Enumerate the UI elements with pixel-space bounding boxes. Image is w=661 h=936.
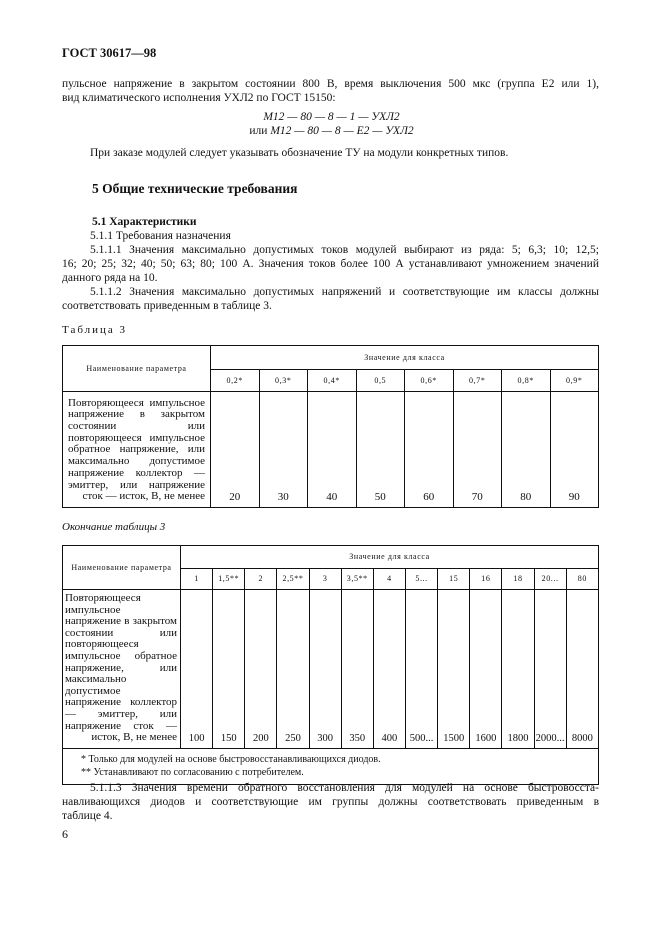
class-header-cell: 2 [245,569,277,590]
subsection-title: 5.1 Характеристики [92,216,197,228]
designation-line-1: М12 — 80 — 8 — 1 — УХЛ2 [263,111,400,123]
value-cell: 300 [309,590,341,749]
value-cell: 80 [502,392,551,508]
class-value-header: Значение для класса [211,346,599,370]
class-header-cell: 20... [534,569,566,590]
class-header-cell: 0,2* [211,370,260,392]
designation-line-2 [0,124,661,138]
value-cell: 50 [356,392,405,508]
order-note: При заказе модулей следует указывать обозначение ТУ на модули конкретных типов. [90,147,509,159]
class-header-cell: 15 [438,569,470,590]
value-cell: 30 [259,392,308,508]
value-cell: 8000 [566,590,598,749]
table-3-caption: Таблица 3 [62,324,128,336]
value-cell: 100 [181,590,213,749]
value-cell: 70 [453,392,502,508]
class-header-cell: 0,6* [405,370,454,392]
intro-line-2: вид климатического исполнения УХЛ2 по ГОСТ 15150: [62,92,336,104]
p5113-line-3: таблице 4. [62,810,113,822]
class-header-cell: 0,4* [308,370,357,392]
class-header-cell: 80 [566,569,598,590]
class-header-cell: 0,5 [356,370,405,392]
value-cell: 1600 [470,590,502,749]
param-name-header: Наименование параметра [63,546,181,590]
value-cell: 350 [341,590,373,749]
value-cell: 500... [405,590,437,749]
class-header-cell: 5... [405,569,437,590]
table-footnotes [63,748,599,784]
p5111-line-3: данного ряда на 10. [62,272,158,284]
class-header-cell: 2,5** [277,569,309,590]
value-cell: 90 [550,392,599,508]
p5113-line-1: 5.1.1.3 Значения времени обратного восстановления для модулей на основе быстровосста- [90,782,599,794]
item-5-1-1: 5.1.1 Требования назначения [90,230,231,242]
class-header-cell: 18 [502,569,534,590]
class-header-cell: 0,3* [259,370,308,392]
p5111-line-1: 5.1.1.1 Значения максимально допустимых токов модулей выбирают из ряда: 5; 6,3; 10; 12,5; [90,244,599,256]
class-header-cell: 16 [470,569,502,590]
class-value-header: Значение для класса [181,546,599,569]
table-3-continued [62,545,599,785]
intro-paragraph [62,77,599,105]
class-header-cell: 0,7* [453,370,502,392]
class-header-cell: 3,5** [341,569,373,590]
p5111-line-2: 16; 20; 25; 32; 40; 50; 63; 80; 100 А. Значения токов более 100 А устанавливают умножением значений [62,258,599,270]
class-header-cell: 3 [309,569,341,590]
footnote-1: * Только для модулей на основе быстровосстанавливающихся диодов. [81,753,381,765]
value-cell: 20 [211,392,260,508]
document-header: ГОСТ 30617—98 [62,46,157,60]
table-3-end-caption: Окончание таблицы 3 [62,521,166,533]
section-title: 5 Общие технические требования [92,181,298,196]
value-cell: 60 [405,392,454,508]
paragraph-5-1-1-3 [62,781,599,823]
intro-line-1: пульсное напряжение в закрытом состоянии 800 В, время выключения 500 мкс (группа Е2 или 1), [62,78,599,90]
class-header-cell: 0,9* [550,370,599,392]
value-cell: 250 [277,590,309,749]
param-description: Повторяющееся импульсное напряжение в закрытом состоянии или повторяющееся импульсное обратное напряжение, или максимально допустимое напряжение коллектор — эмиттер, или напряжение сток — исток, В, не менее [63,590,181,749]
value-cell: 150 [213,590,245,749]
value-cell: 1500 [438,590,470,749]
class-header-cell: 0,8* [502,370,551,392]
param-description: Повторяющееся импульсное напряжение в закрытом состоянии или повторяющееся импульсное обратное напряжение, или максимально допустимое напряжение коллектор — эмиттер, или напряжение сток — исток, В, не менее [63,392,211,508]
class-header-cell: 1,5** [213,569,245,590]
p5112-line-2: соответствовать приведенным в таблице 3. [62,300,272,312]
p5113-line-2: навливающихся диодов и соответствующие им группы должны соответствовать приведенным в [62,796,599,808]
page-number: 6 [62,827,68,841]
class-header-cell: 1 [181,569,213,590]
designation-line-2-text: М12 — 80 — 8 — Е2 — УХЛ2 [270,125,414,137]
p5112-line-1: 5.1.1.2 Значения максимально допустимых напряжений и соответствующие им классы должны [90,286,599,298]
designation-example [0,110,661,138]
value-cell: 400 [373,590,405,749]
table-3 [62,345,599,508]
value-cell: 1800 [502,590,534,749]
class-header-cell: 4 [373,569,405,590]
designation-or: или [249,125,271,137]
value-cell: 2000... [534,590,566,749]
requirements-text [62,229,599,313]
value-cell: 40 [308,392,357,508]
value-cell: 200 [245,590,277,749]
footnote-2: ** Устанавливают по согласованию с потребителем. [81,766,304,778]
param-name-header: Наименование параметра [63,346,211,392]
